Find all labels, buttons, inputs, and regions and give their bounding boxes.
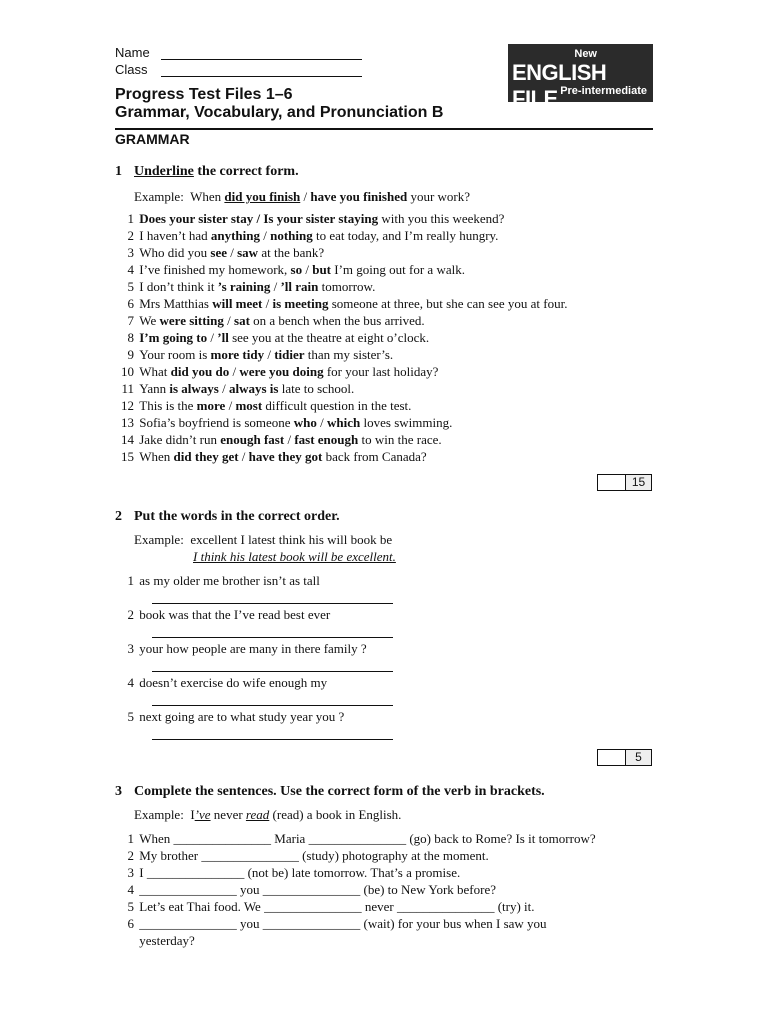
- item-number: 10: [121, 364, 134, 379]
- q2-heading: [115, 509, 340, 525]
- item-option-a[interactable]: enough fast: [220, 432, 285, 447]
- q1-item: [117, 210, 567, 227]
- q3-example-answer-2: read: [245, 807, 270, 822]
- item-number: 14: [121, 432, 134, 447]
- answer-line[interactable]: [152, 637, 393, 638]
- q1-item: [117, 431, 567, 448]
- title-divider: [115, 128, 653, 130]
- q2-example-answer: I think his latest book will be excellent.: [193, 549, 396, 564]
- q1-example-pre: When: [190, 189, 225, 204]
- q3-heading: [115, 784, 545, 800]
- item-sep: /: [302, 262, 313, 277]
- q1-example: [134, 189, 470, 205]
- item-sep: /: [238, 449, 249, 464]
- q1-item: [117, 261, 567, 278]
- q2-item: [117, 708, 344, 725]
- item-text: I haven’t had: [139, 228, 211, 243]
- item-option-b[interactable]: saw: [237, 245, 259, 260]
- logo-line3: Pre-intermediate: [560, 85, 647, 97]
- q1-example-answer: did you finish: [224, 189, 301, 204]
- item-number: 13: [121, 415, 134, 430]
- item-option-b[interactable]: but: [312, 262, 332, 277]
- q1-item: [117, 346, 567, 363]
- item-number: 1: [127, 211, 134, 226]
- item-option-b[interactable]: is meeting: [272, 296, 329, 311]
- item-words: as my older me brother isn’t as tall: [139, 573, 320, 588]
- q1-item: [117, 363, 567, 380]
- item-number: 1: [127, 831, 134, 846]
- q1-item: [117, 295, 567, 312]
- item-text-end: at the bank?: [258, 245, 325, 260]
- item-text-end: than my sister’s.: [304, 347, 394, 362]
- q2-item: [117, 606, 330, 623]
- q3-items: [117, 830, 596, 949]
- item-sep: /: [262, 296, 273, 311]
- item-text-end: on a bench when the bus arrived.: [249, 313, 425, 328]
- item-sentence[interactable]: My brother _______________ (study) photography at the moment.: [139, 848, 489, 863]
- item-option-a[interactable]: Does your sister stay / Is your sister staying: [139, 211, 379, 226]
- item-option-b[interactable]: sat: [234, 313, 250, 328]
- q2-example: [134, 532, 392, 548]
- item-option-a[interactable]: so: [290, 262, 303, 277]
- item-words: doesn’t exercise do wife enough my: [139, 675, 328, 690]
- q1-example-label: Example:: [134, 189, 184, 204]
- q1-item: [117, 380, 567, 397]
- item-option-a[interactable]: who: [293, 415, 317, 430]
- q2-instruction: Put the words in the correct order.: [134, 509, 340, 524]
- q2-example-label: Example:: [134, 532, 184, 547]
- item-sentence[interactable]: Let’s eat Thai food. We _______________ never _______________ (try) it.: [139, 899, 535, 914]
- item-option-b[interactable]: always is: [228, 381, 279, 396]
- q2-example-words: excellent I latest think his will book be: [190, 532, 393, 547]
- q1-item: [117, 329, 567, 346]
- item-text: When: [139, 449, 174, 464]
- q1-score-box: [597, 474, 652, 491]
- item-text-end: difficult question in the test.: [262, 398, 412, 413]
- item-option-a[interactable]: I’m going to: [139, 330, 208, 345]
- item-option-a[interactable]: is always: [169, 381, 219, 396]
- item-number: 12: [121, 398, 134, 413]
- q3-item: [117, 898, 596, 915]
- item-option-b[interactable]: were you doing: [239, 364, 324, 379]
- item-text-end: see you at the theatre at eight o’clock.: [228, 330, 430, 345]
- item-text: Jake didn’t run: [139, 432, 221, 447]
- item-text-end: someone at three, but she can see you at four.: [328, 296, 568, 311]
- item-text: Yann: [139, 381, 170, 396]
- q1-instruction-underlined: Underline: [134, 164, 194, 179]
- item-option-a[interactable]: see: [210, 245, 227, 260]
- q1-item: [117, 397, 567, 414]
- item-text-end: to eat today, and I’m really hungry.: [312, 228, 499, 243]
- q3-item-continued: [117, 932, 596, 949]
- q3-item: [117, 864, 596, 881]
- item-sep: /: [316, 415, 328, 430]
- q1-item: [117, 448, 567, 465]
- q3-item: [117, 830, 596, 847]
- item-text-end: back from Canada?: [322, 449, 427, 464]
- answer-line[interactable]: [152, 705, 393, 706]
- item-option-b[interactable]: have they got: [248, 449, 323, 464]
- class-label: Class: [115, 62, 148, 77]
- item-sep: /: [218, 381, 229, 396]
- item-words: your how people are many in there family ?: [139, 641, 367, 656]
- item-sep: /: [207, 330, 218, 345]
- answer-line[interactable]: [152, 671, 393, 672]
- item-text: What: [139, 364, 171, 379]
- item-sentence: yesterday?: [139, 933, 195, 948]
- answer-line[interactable]: [152, 603, 393, 604]
- item-number: 3: [127, 641, 134, 656]
- q1-item: [117, 414, 567, 431]
- score-total: 15: [626, 475, 651, 490]
- q1-item: [117, 244, 567, 261]
- item-sep: /: [229, 364, 240, 379]
- item-text: I’ve finished my homework,: [139, 262, 291, 277]
- item-text-end: for your last holiday?: [323, 364, 439, 379]
- q3-example-pre: I: [190, 807, 195, 822]
- item-number: 3: [127, 865, 134, 880]
- english-file-logo: [508, 44, 653, 111]
- q1-item: [117, 227, 567, 244]
- q3-item: [117, 915, 596, 932]
- item-sep: /: [223, 313, 235, 328]
- q3-item: [117, 847, 596, 864]
- item-sentence[interactable]: When _______________ Maria _______________ (go) back to Rome? Is it tomorrow?: [139, 831, 596, 846]
- item-sep: /: [264, 347, 275, 362]
- q1-item: [117, 278, 567, 295]
- q3-example-label: Example:: [134, 807, 184, 822]
- item-number: 11: [121, 381, 134, 396]
- q3-item: [117, 881, 596, 898]
- item-number: 9: [127, 347, 134, 362]
- q3-example-answer-1: ’ve: [194, 807, 211, 822]
- item-option-b[interactable]: ’ll: [217, 330, 229, 345]
- item-number: 2: [127, 607, 134, 622]
- item-option-a[interactable]: ’s raining: [217, 279, 271, 294]
- q3-example-mid: never: [210, 807, 246, 822]
- item-number: 2: [127, 848, 134, 863]
- item-text-end: to win the race.: [358, 432, 442, 447]
- item-sep: /: [225, 398, 236, 413]
- item-text-end: late to school.: [278, 381, 355, 396]
- q2-score-box: [597, 749, 652, 766]
- item-sentence[interactable]: I _______________ (not be) late tomorrow. That’s a promise.: [139, 865, 461, 880]
- item-text: Mrs Matthias: [139, 296, 213, 311]
- q1-number: 1: [115, 164, 122, 179]
- page-subtitle: Grammar, Vocabulary, and Pronunciation B: [115, 104, 444, 121]
- item-sep: /: [270, 279, 281, 294]
- item-text-end: I’m going out for a walk.: [331, 262, 465, 277]
- score-entry[interactable]: [598, 750, 626, 765]
- item-text: We: [139, 313, 160, 328]
- item-option-b[interactable]: nothing: [270, 228, 313, 243]
- item-text: Your room is: [139, 347, 211, 362]
- item-words: next going are to what study year you ?: [139, 709, 345, 724]
- logo-line2: ENGLISH FILE: [512, 60, 607, 111]
- item-option-b[interactable]: most: [235, 398, 263, 413]
- q3-instruction: Complete the sentences. Use the correct form of the verb in brackets.: [134, 784, 545, 799]
- item-option-a[interactable]: did they get: [173, 449, 239, 464]
- item-number: 5: [127, 279, 134, 294]
- item-number: 4: [127, 882, 134, 897]
- q2-item: [117, 640, 367, 657]
- name-field[interactable]: [161, 59, 362, 60]
- logo-line1: New: [574, 48, 597, 60]
- item-option-a[interactable]: more: [196, 398, 226, 413]
- q3-example: [134, 807, 401, 823]
- item-number: 7: [127, 313, 134, 328]
- item-option-b[interactable]: fast enough: [294, 432, 359, 447]
- item-sep: /: [227, 245, 238, 260]
- score-total: 5: [626, 750, 651, 765]
- item-number: 4: [127, 262, 134, 277]
- item-number: 8: [127, 330, 134, 345]
- answer-line[interactable]: [152, 739, 393, 740]
- q1-items: [117, 210, 567, 465]
- item-number: 2: [127, 228, 134, 243]
- item-number: 15: [121, 449, 134, 464]
- q1-item: [117, 312, 567, 329]
- q1-example-post: your work?: [407, 189, 471, 204]
- q2-number: 2: [115, 509, 122, 524]
- q1-heading: [115, 164, 299, 180]
- item-option-a[interactable]: anything: [210, 228, 260, 243]
- item-option-a[interactable]: were sitting: [159, 313, 224, 328]
- item-number: 4: [127, 675, 134, 690]
- item-text-end: with you this weekend?: [378, 211, 505, 226]
- item-option-b[interactable]: tidier: [274, 347, 305, 362]
- q2-item: [117, 674, 327, 691]
- class-field[interactable]: [161, 76, 362, 77]
- item-text-end: tomorrow.: [318, 279, 376, 294]
- item-number: 6: [127, 916, 134, 931]
- item-sep: /: [284, 432, 295, 447]
- q2-item: [117, 572, 320, 589]
- q1-example-sep: /: [300, 189, 311, 204]
- item-words: book was that the I’ve read best ever: [139, 607, 331, 622]
- item-sentence[interactable]: _______________ you _______________ (be) to New York before?: [139, 882, 496, 897]
- item-option-a[interactable]: did you do: [170, 364, 230, 379]
- page-title: Progress Test Files 1–6: [115, 86, 293, 103]
- name-label: Name: [115, 45, 150, 60]
- item-option-a[interactable]: will meet: [212, 296, 263, 311]
- item-text: Sofia’s boyfriend is someone: [139, 415, 294, 430]
- item-number: 5: [127, 709, 134, 724]
- item-number: 5: [127, 899, 134, 914]
- q1-instruction: the correct form.: [193, 164, 299, 179]
- item-number: 6: [127, 296, 134, 311]
- q3-number: 3: [115, 784, 122, 799]
- item-text: I don’t think it: [139, 279, 218, 294]
- item-number: 1: [127, 573, 134, 588]
- item-text: This is the: [139, 398, 197, 413]
- item-option-b[interactable]: which: [327, 415, 361, 430]
- item-option-b[interactable]: ’ll rain: [280, 279, 319, 294]
- item-sentence[interactable]: _______________ you _______________ (wait) for your bus when I saw you: [139, 916, 547, 931]
- score-entry[interactable]: [598, 475, 626, 490]
- section-heading: GRAMMAR: [115, 131, 190, 147]
- item-number: 3: [127, 245, 134, 260]
- item-text-end: loves swimming.: [360, 415, 453, 430]
- item-option-a[interactable]: more tidy: [210, 347, 265, 362]
- item-text: Who did you: [139, 245, 211, 260]
- q1-example-option: have you finished: [310, 189, 408, 204]
- item-sep: /: [260, 228, 271, 243]
- q3-example-post: (read) a book in English.: [269, 807, 402, 822]
